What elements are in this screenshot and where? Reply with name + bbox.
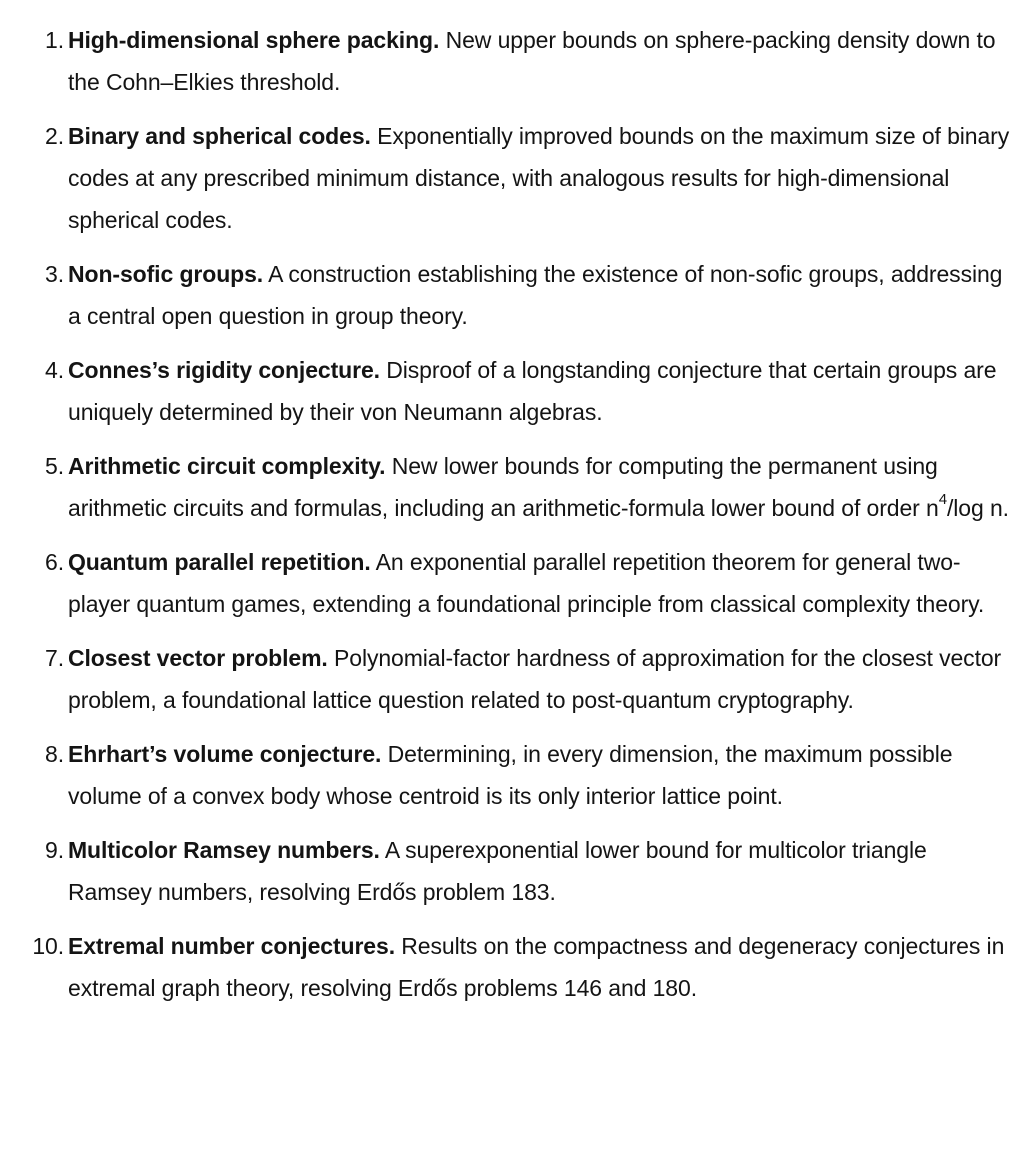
item-number: 9. <box>45 837 64 863</box>
item-title: Extremal number conjectures. <box>68 933 395 959</box>
item-title: Non-sofic groups. <box>68 261 264 287</box>
item-description: A construction establishing the existence of non-sofic groups, addressing a central open question in group theory. <box>68 261 1003 329</box>
item-description: Results on the compactness and degeneracy conjectures in extremal graph theory, resolving Erdős problems 146 and 180. <box>68 933 1005 1001</box>
list-item <box>0 349 1012 433</box>
list-item <box>0 115 1012 241</box>
item-number: 10. <box>32 933 64 959</box>
list-item <box>0 445 1012 529</box>
list-item <box>0 19 1012 103</box>
item-title: Ehrhart’s volume conjecture. <box>68 741 382 767</box>
list-item <box>0 733 1012 817</box>
item-title: Binary and spherical codes. <box>68 123 371 149</box>
item-number: 6. <box>45 549 64 575</box>
item-title: Connes’s rigidity conjecture. <box>68 357 380 383</box>
list-item <box>0 925 1012 1009</box>
item-number: 1. <box>45 27 64 53</box>
item-description: New upper bounds on sphere-packing density down to the Cohn–Elkies threshold. <box>68 27 996 95</box>
item-description: Polynomial-factor hardness of approximation for the closest vector problem, a foundational lattice question related to post-quantum cryptography. <box>68 645 1002 713</box>
item-description: A superexponential lower bound for multicolor triangle Ramsey numbers, resolving Erdős problem 183. <box>68 837 927 905</box>
item-title: Closest vector problem. <box>68 645 328 671</box>
list-item <box>0 637 1012 721</box>
item-description: Determining, in every dimension, the maximum possible volume of a convex body whose centroid is its only interior lattice point. <box>68 741 953 809</box>
item-title: Quantum parallel repetition. <box>68 549 371 575</box>
item-number: 2. <box>45 123 64 149</box>
item-title: Multicolor Ramsey numbers. <box>68 837 380 863</box>
item-description: Disproof of a longstanding conjecture that certain groups are uniquely determined by their von Neumann algebras. <box>68 357 997 425</box>
item-description: New lower bounds for computing the permanent using arithmetic circuits and formulas, including an arithmetic-formula lower bound of order n <box>68 453 939 521</box>
item-number: 7. <box>45 645 64 671</box>
item-title: High-dimensional sphere packing. <box>68 27 440 53</box>
exponent: 4 <box>938 491 947 509</box>
list-item <box>0 253 1012 337</box>
item-number: 8. <box>45 741 64 767</box>
item-number: 4. <box>45 357 64 383</box>
item-number: 5. <box>45 453 64 479</box>
list-item <box>0 829 1012 913</box>
list-item <box>0 541 1012 625</box>
item-number: 3. <box>45 261 64 287</box>
item-description: Exponentially improved bounds on the maximum size of binary codes at any prescribed minimum distance, with analogous results for high-dimensional spherical codes. <box>68 123 1010 233</box>
item-description: An exponential parallel repetition theorem for general two-player quantum games, extending a foundational principle from classical complexity theory. <box>68 549 985 617</box>
item-title: Arithmetic circuit complexity. <box>68 453 386 479</box>
item-description-end: /log n. <box>946 495 1009 521</box>
